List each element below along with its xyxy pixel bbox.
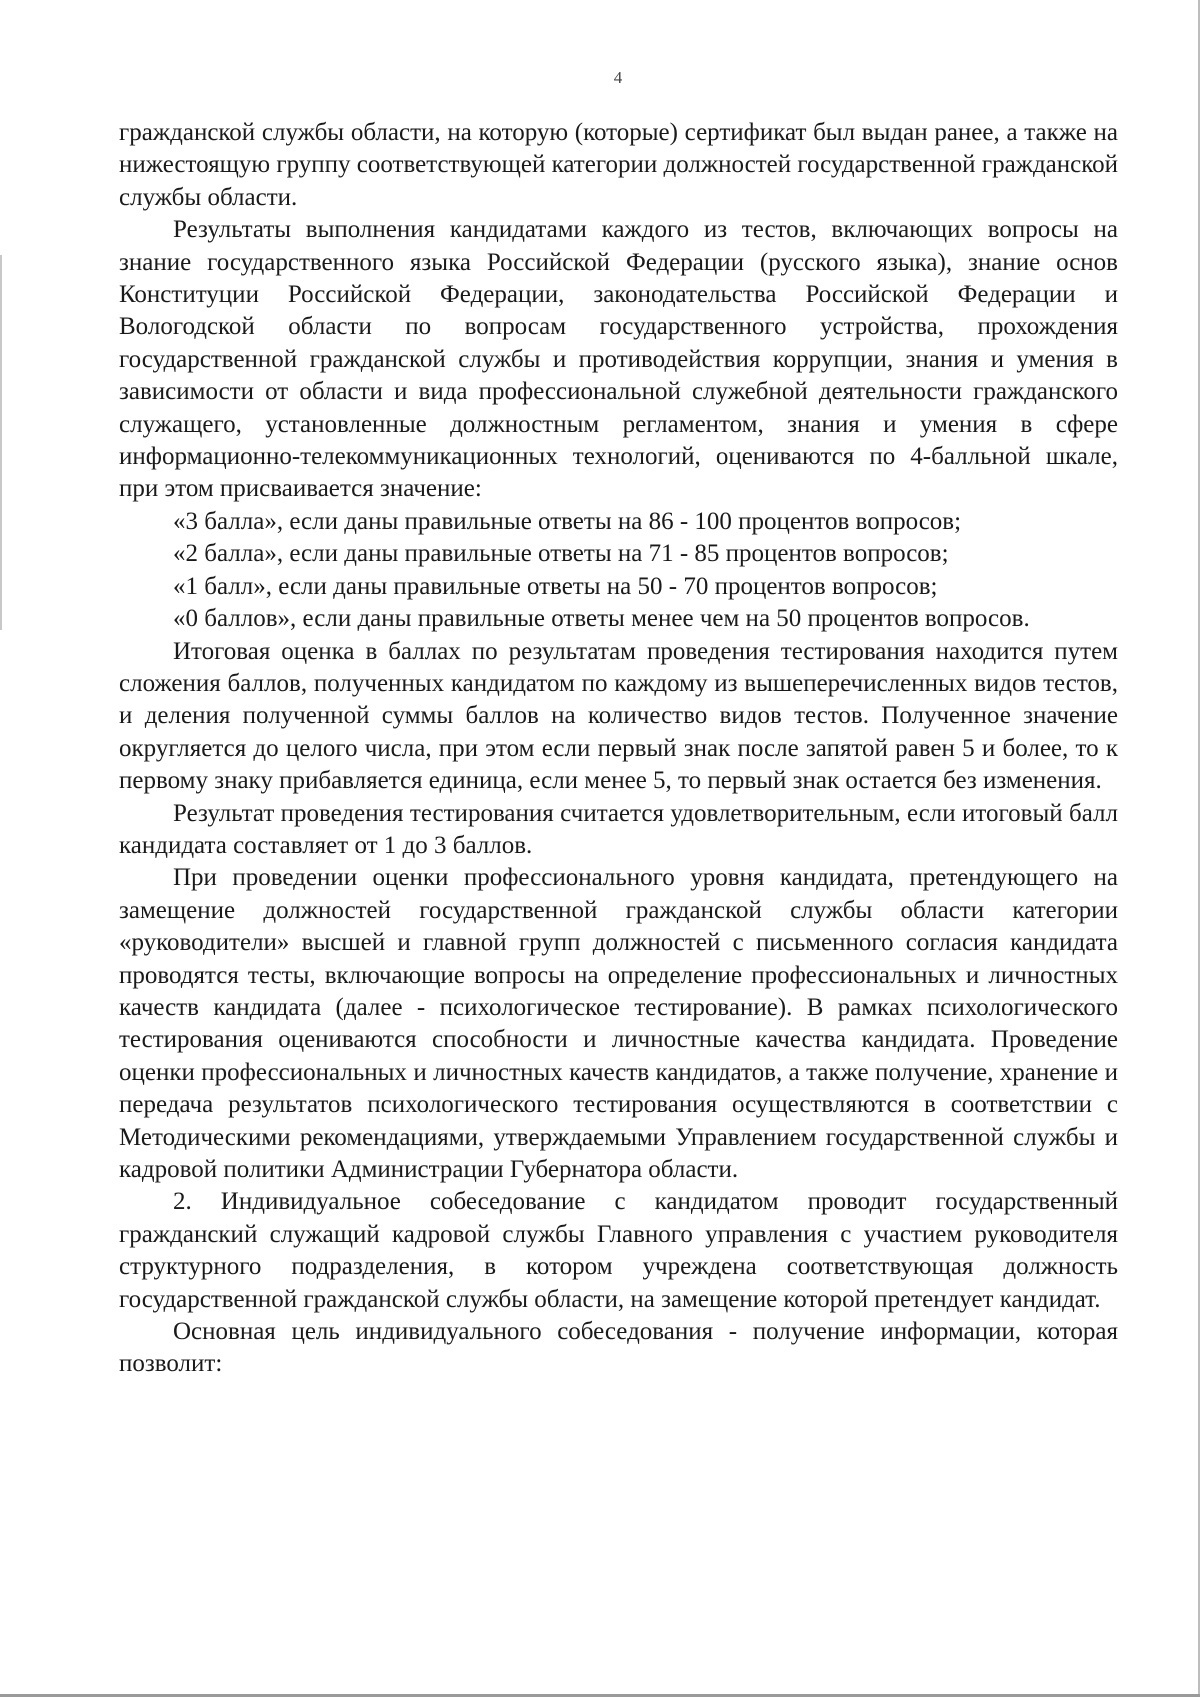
paragraph: Итоговая оценка в баллах по результатам проведения тестирования находится путем сложения баллов, полученных кандидатом по каждому из вышеперечисленных видов тестов, и деления полученной суммы баллов на количество видов тестов. Полученное значение округляется до целого числа, при этом если первый знак после запятой равен 5 и более, то к первому знаку прибавляется единица, если менее 5, то первый знак остается без изменения. [119,637,1118,795]
paragraph: При проведении оценки профессионального уровня кандидата, претендующего на замещение должностей государственной гражданской службы области категории «руководители» высшей и главной групп должностей с письменного согласия кандидата проводятся тесты, включающие вопросы на определение профессиональных и личностных качеств кандидата (далее - психологическое тестирование). В рамках психологического тестирования оцениваются способности и личностные качества кандидата. Проведение оценки профессиональных и личностных качеств кандидатов, а также получение, хранение и передача результатов психологического тестирования осуществляются в соответствии с Методическими рекомендациями, утверждаемыми Управлением государственной службы и кадровой политики Администрации Губернатора области. [119,864,1118,1183]
list-item: «2 балла», если даны правильные ответы на 71 - 85 процентов вопросов; [173,540,949,568]
scan-edge-left [0,255,2,630]
list-item: «3 балла», если даны правильные ответы на 86 - 100 процентов вопросов; [173,507,962,535]
document-body [119,117,1118,1381]
paragraph: гражданской службы области, на которую (которые) сертификат был выдан ранее, а также на нижестоящую группу соответствующей категории должностей государственной гражданской службы области. [119,119,1118,211]
paragraph: 2. Индивидуальное собеседование с кандидатом проводит государственный гражданский служащий кадровой службы Главного управления с участием руководителя структурного подразделения, в котором учреждена соответствующая должность государственной гражданской службы области, на замещение которой претендует кандидат. [119,1188,1118,1313]
list-item: «1 балл», если даны правильные ответы на 50 - 70 процентов вопросов; [173,572,938,600]
paragraph: Результат проведения тестирования считается удовлетворительным, если итоговый балл кандидата составляет от 1 до 3 баллов. [119,799,1118,859]
list-item: «0 баллов», если даны правильные ответы менее чем на 50 процентов вопросов. [173,605,1030,633]
paragraph: Результаты выполнения кандидатами каждого из тестов, включающих вопросы на знание государственного языка Российской Федерации (русского языка), знание основ Конституции Российской Федерации, законодательства Российской Федерации и Вологодской области по вопросам государственного устройства, прохождения государственной гражданской службы и противодействия коррупции, знания и умения в зависимости от области и вида профессиональной служебной деятельности гражданского служащего, установленные должностным регламентом, знания и умения в сфере информационно-телекоммуникационных технологий, оцениваются по 4-балльной шкале, при этом присваивается значение: [119,216,1118,503]
paragraph: Основная цель индивидуального собеседования - получение информации, которая позволит: [119,1318,1118,1378]
page-number: 4 [613,68,623,87]
